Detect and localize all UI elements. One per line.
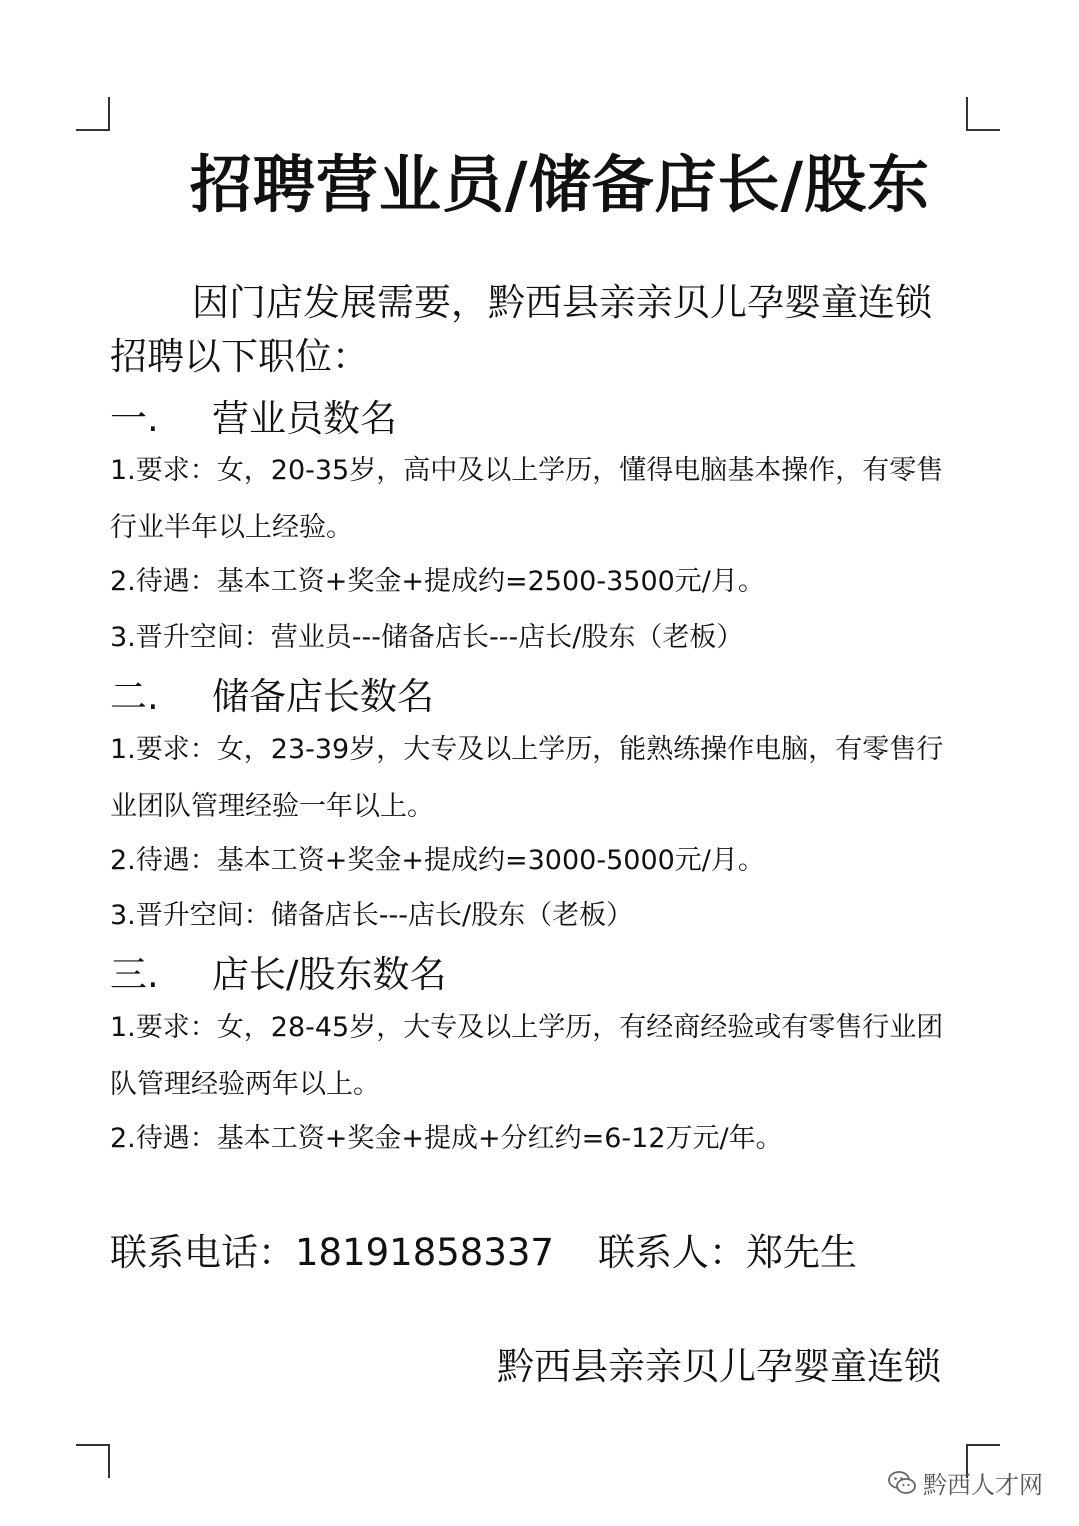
promotion-item: 3.晋升空间：储备店长---店长/股东（老板）	[110, 900, 634, 931]
requirement-item: 1.要求：女，28-45岁，大专及以上学历，有经商经验或有零售行业团队管理经验两年以上。	[110, 1012, 944, 1100]
section-heading-2	[110, 666, 434, 720]
section-number: 三.	[110, 953, 159, 996]
intro-paragraph: 因门店发展需要，黔西县亲亲贝儿孕婴童连锁招聘以下职位：	[110, 281, 932, 378]
watermark	[887, 1465, 1043, 1500]
section-title: 储备店长数名	[212, 675, 434, 718]
salary-item: 2.待遇：基本工资+奖金+提成约=3000-5000元/月。	[110, 845, 765, 876]
section-number: 二.	[110, 675, 159, 718]
crop-mark-top-right	[966, 97, 1000, 131]
section-title: 店长/股东数名	[212, 953, 447, 996]
wechat-icon	[887, 1470, 917, 1496]
crop-mark-bottom-left	[76, 1444, 110, 1478]
page-title: 招聘营业员/储备店长/股东	[189, 148, 931, 221]
company-signature: 黔西县亲亲贝儿孕婴童连锁	[497, 1345, 941, 1388]
requirement-item: 1.要求：女，23-39岁，大专及以上学历，能熟练操作电脑，有零售行业团队管理经验一年以上。	[110, 734, 944, 822]
watermark-text: 黔西人才网	[923, 1471, 1043, 1499]
contact-person: 郑先生	[745, 1231, 857, 1274]
section-title: 营业员数名	[212, 397, 397, 440]
section-heading-1	[110, 388, 397, 442]
phone-label: 联系电话：	[110, 1231, 295, 1274]
promotion-item: 3.晋升空间：营业员---储备店长---店长/股东（老板）	[110, 622, 744, 653]
requirement-item: 1.要求：女，20-35岁，高中及以上学历，懂得电脑基本操作，有零售行业半年以上经验。	[110, 455, 944, 543]
contact-line	[110, 1222, 857, 1276]
section-heading-3	[110, 944, 446, 998]
crop-mark-top-left	[76, 97, 110, 131]
section-number: 一.	[110, 397, 159, 440]
salary-item: 2.待遇：基本工资+奖金+提成+分红约=6-12万元/年。	[110, 1123, 783, 1154]
salary-item: 2.待遇：基本工资+奖金+提成约=2500-3500元/月。	[110, 566, 765, 597]
phone-number[interactable]: 18191858337	[295, 1231, 554, 1274]
contact-person-label: 联系人：	[597, 1231, 746, 1274]
